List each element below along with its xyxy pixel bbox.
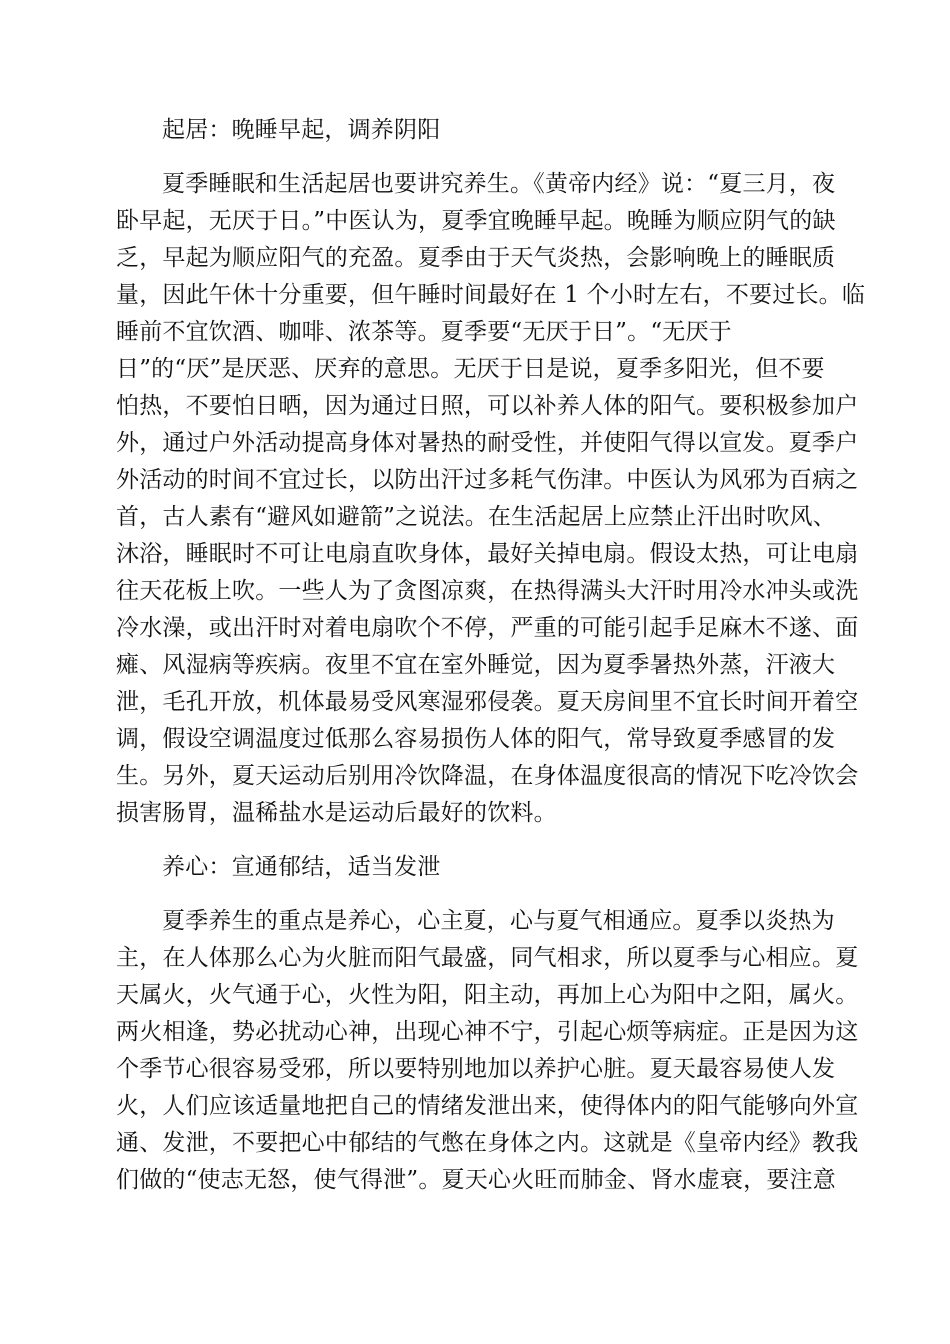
paragraph-line: 个季节心很容易受邪，所以要特别地加以养护心脏。夏天最容易使人发 [116, 1056, 836, 1082]
paragraph-line: 冷水澡，或出汗时对着电扇吹个不停，严重的可能引起手足麻木不遂、面 [116, 615, 859, 641]
section-heading-qiju: 起居：晚睡早起，调养阴阳 [162, 117, 441, 143]
paragraph-line: 瘫、风湿病等疾病。夜里不宜在室外睡觉，因为夏季暑热外蒸，汗液大 [116, 652, 836, 678]
paragraph-line: 卧早起，无厌于日。”中医认为，夏季宜晚睡早起。晚睡为顺应阴气的缺 [116, 208, 836, 234]
paragraph-line: 两火相逢，势必扰动心神，出现心神不宁，引起心烦等病症。正是因为这 [116, 1019, 859, 1045]
paragraph-line: 首，古人素有“避风如避箭”之说法。在生活起居上应禁止汗出时吹风、 [116, 504, 836, 530]
paragraph-line: 天属火，火气通于心，火性为阳，阳主动，再加上心为阳中之阳，属火。 [116, 982, 859, 1008]
paragraph-line: 沐浴，睡眠时不可让电扇直吹身体，最好关掉电扇。假设太热，可让电扇 [116, 541, 859, 567]
paragraph-line: 泄，毛孔开放，机体最易受风寒湿邪侵袭。夏天房间里不宜长时间开着空 [116, 689, 859, 715]
paragraph-line: 日”的“厌”是厌恶、厌弃的意思。无厌于日是说，夏季多阳光，但不要 [116, 356, 825, 382]
paragraph-line: 往天花板上吹。一些人为了贪图凉爽，在热得满头大汗时用冷水冲头或洗 [116, 578, 859, 604]
section-heading-yangxin: 养心：宣通郁结，适当发泄 [162, 854, 441, 880]
paragraph-line: 火，人们应该适量地把自己的情绪发泄出来，使得体内的阳气能够向外宣 [116, 1093, 859, 1119]
paragraph-line: 损害肠胃，温稀盐水是运动后最好的饮料。 [116, 800, 557, 826]
paragraph-line: 外，通过户外活动提高身体对暑热的耐受性，并使阳气得以宣发。夏季户 [116, 430, 859, 456]
paragraph-line: 睡前不宜饮酒、咖啡、浓茶等。夏季要“无厌于日”。“无厌于 [116, 319, 732, 345]
paragraph-line: 主，在人体那么心为火脏而阳气最盛，同气相求，所以夏季与心相应。夏 [116, 945, 859, 971]
paragraph-line: 怕热，不要怕日晒，因为通过日照，可以补养人体的阳气。要积极参加户 [116, 393, 859, 419]
paragraph-line: 量，因此午休十分重要，但午睡时间最好在 1 个小时左右，不要过长。临 [116, 282, 866, 308]
paragraph-line: 夏季养生的重点是养心，心主夏，心与夏气相通应。夏季以炎热为 [162, 908, 835, 934]
paragraph-line: 生。另外，夏天运动后别用冷饮降温，在身体温度很高的情况下吃冷饮会 [116, 763, 859, 789]
paragraph-line: 们做的“使志无怒，使气得泄”。夏天心火旺而肺金、肾水虚衰，要注意 [116, 1167, 836, 1193]
paragraph-line: 通、发泄，不要把心中郁结的气憋在身体之内。这就是《皇帝内经》教我 [116, 1130, 859, 1156]
paragraph-line: 调，假设空调温度过低那么容易损伤人体的阳气，常导致夏季感冒的发 [116, 726, 836, 752]
paragraph-line: 乏，早起为顺应阳气的充盈。夏季由于天气炎热，会影响晚上的睡眠质 [116, 245, 836, 271]
paragraph-line: 外活动的时间不宜过长，以防出汗过多耗气伤津。中医认为风邪为百病之 [116, 467, 859, 493]
paragraph-line: 夏季睡眠和生活起居也要讲究养生。《黄帝内经》说：“夏三月，夜 [162, 171, 836, 197]
